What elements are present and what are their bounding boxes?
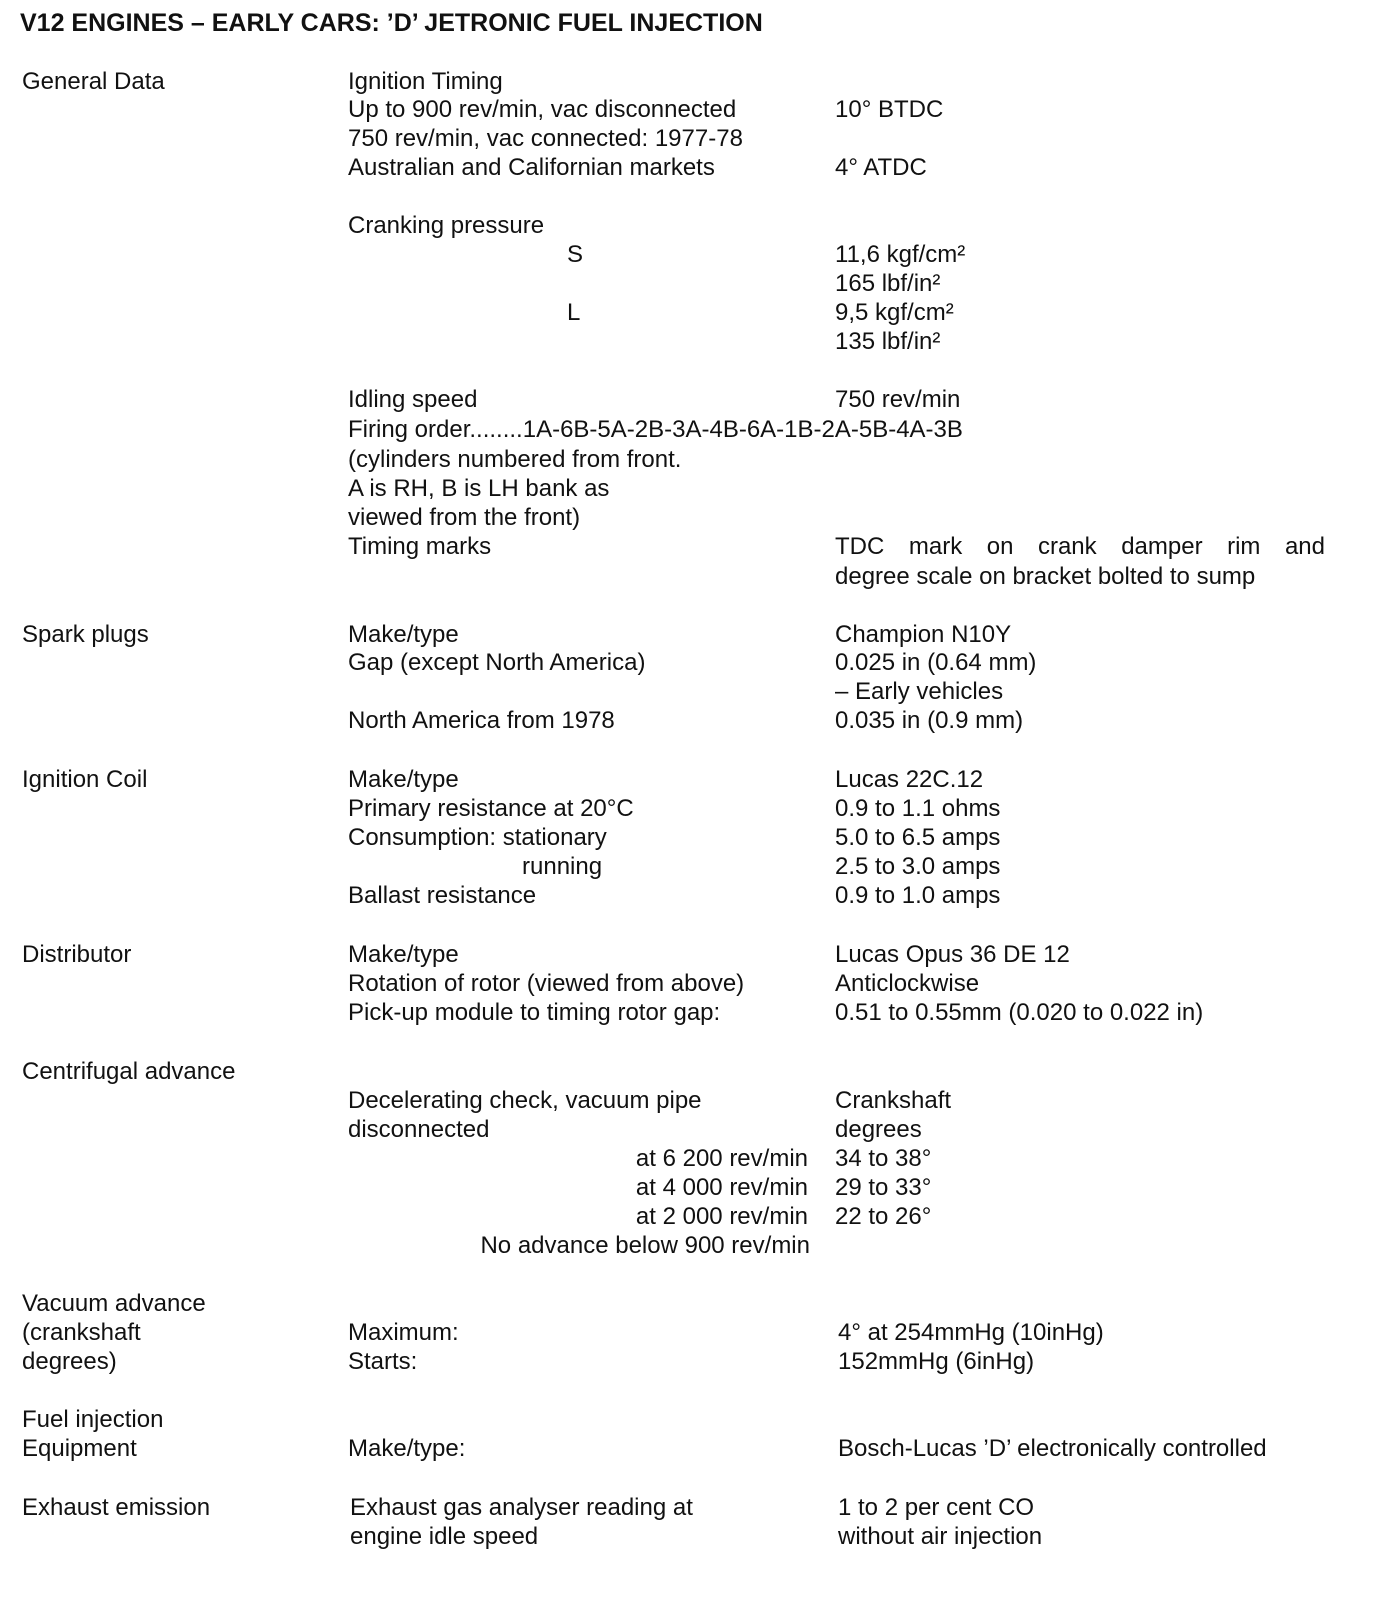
spec-label: Up to 900 rev/min, vac disconnected [348, 96, 737, 123]
spec-label: running [522, 853, 603, 880]
spec-value: 11,6 kgf/cm² [835, 241, 966, 268]
spec-value: Anticlockwise [835, 970, 980, 997]
spec-value: 0.025 in (0.64 mm) [835, 649, 1037, 676]
spec-label: A is RH, B is LH bank as [348, 475, 610, 502]
spec-label: 750 rev/min, vac connected: 1977-78 [348, 125, 743, 152]
spec-label: Make/type: [348, 1435, 466, 1462]
spec-value: 4° ATDC [835, 154, 927, 181]
spec-value: 0.9 to 1.1 ohms [835, 795, 1001, 822]
spec-label: S [567, 241, 584, 268]
spec-value: 4° at 254mmHg (10inHg) [838, 1319, 1104, 1346]
spec-value: degrees [835, 1116, 922, 1143]
spec-label: Maximum: [348, 1319, 459, 1346]
spec-label: Firing order........1A-6B-5A-2B-3A-4B-6A-1B-2A-5B-4A-3B [348, 416, 963, 443]
spec-value: 0.51 to 0.55mm (0.020 to 0.022 in) [835, 999, 1204, 1026]
section-label: Ignition Coil [22, 766, 148, 793]
spec-value: – Early vehicles [835, 678, 1004, 705]
section-label: Distributor [22, 941, 132, 968]
section-label: Exhaust emission [22, 1494, 211, 1521]
spec-value: Crankshaft [835, 1087, 952, 1114]
spec-label: at 4 000 rev/min [635, 1174, 808, 1201]
spec-label: (cylinders numbered from front. [348, 446, 682, 473]
spec-label: Decelerating check, vacuum pipe [348, 1087, 702, 1114]
spec-label: Idling speed [348, 386, 478, 413]
spec-value: 34 to 38° [835, 1145, 932, 1172]
spec-value: 165 lbf/in² [835, 270, 941, 297]
spec-value: 1 to 2 per cent CO [838, 1494, 1035, 1521]
page-title: V12 ENGINES – EARLY CARS: ’D’ JETRONIC FUEL INJECTION [20, 9, 763, 37]
spec-label: Make/type [348, 941, 459, 968]
spec-value: 0.9 to 1.0 amps [835, 882, 1001, 909]
spec-label: L [567, 299, 581, 326]
spec-value: 2.5 to 3.0 amps [835, 853, 1001, 880]
section-label: degrees) [22, 1348, 117, 1375]
spec-label: Pick-up module to timing rotor gap: [348, 999, 721, 1026]
spec-label: Australian and Californian markets [348, 154, 715, 181]
section-label: Vacuum advance [22, 1290, 206, 1317]
spec-value: degree scale on bracket bolted to sump [835, 563, 1256, 590]
spec-label: Rotation of rotor (viewed from above) [348, 970, 745, 997]
spec-label: Ballast resistance [348, 882, 537, 909]
spec-label: disconnected [348, 1116, 490, 1143]
spec-value: 9,5 kgf/cm² [835, 299, 954, 326]
spec-label: at 2 000 rev/min [635, 1203, 808, 1230]
spec-value: Lucas Opus 36 DE 12 [835, 941, 1070, 968]
spec-value: 135 lbf/in² [835, 328, 941, 355]
spec-value: 750 rev/min [835, 386, 961, 413]
spec-value: 29 to 33° [835, 1174, 932, 1201]
spec-label: Consumption: stationary [348, 824, 607, 851]
spec-value: 5.0 to 6.5 amps [835, 824, 1001, 851]
spec-label: North America from 1978 [348, 707, 615, 734]
spec-label: at 6 200 rev/min [635, 1145, 808, 1172]
spec-value: 152mmHg (6inHg) [838, 1348, 1035, 1375]
spec-value: without air injection [838, 1523, 1043, 1550]
spec-value: 10° BTDC [835, 96, 944, 123]
spec-label: Primary resistance at 20°C [348, 795, 634, 822]
spec-label: Starts: [348, 1348, 418, 1375]
spec-label: Make/type [348, 766, 459, 793]
spec-value: Champion N10Y [835, 621, 1012, 648]
section-label: Centrifugal advance [22, 1058, 236, 1085]
spec-value: Lucas 22C.12 [835, 766, 984, 793]
spec-label: No advance below 900 rev/min [480, 1232, 810, 1259]
spec-value: 0.035 in (0.9 mm) [835, 707, 1024, 734]
spec-value: 22 to 26° [835, 1203, 932, 1230]
spec-label: engine idle speed [350, 1523, 539, 1550]
spec-label: viewed from the front) [348, 504, 581, 531]
spec-label: Exhaust gas analyser reading at [350, 1494, 693, 1521]
spec-label: Ignition Timing [348, 68, 503, 95]
spec-label: Gap (except North America) [348, 649, 646, 676]
section-label: Equipment [22, 1435, 137, 1462]
section-label: Fuel injection [22, 1406, 164, 1433]
spec-label: Make/type [348, 621, 459, 648]
section-label: (crankshaft [22, 1319, 141, 1346]
section-label: General Data [22, 68, 165, 95]
spec-value: Bosch-Lucas ’D’ electronically controlled [838, 1435, 1267, 1462]
spec-label: Timing marks [348, 533, 492, 560]
spec-value: TDC mark on crank damper rim and [835, 533, 1325, 560]
spec-label: Cranking pressure [348, 212, 545, 239]
section-label: Spark plugs [22, 621, 149, 648]
